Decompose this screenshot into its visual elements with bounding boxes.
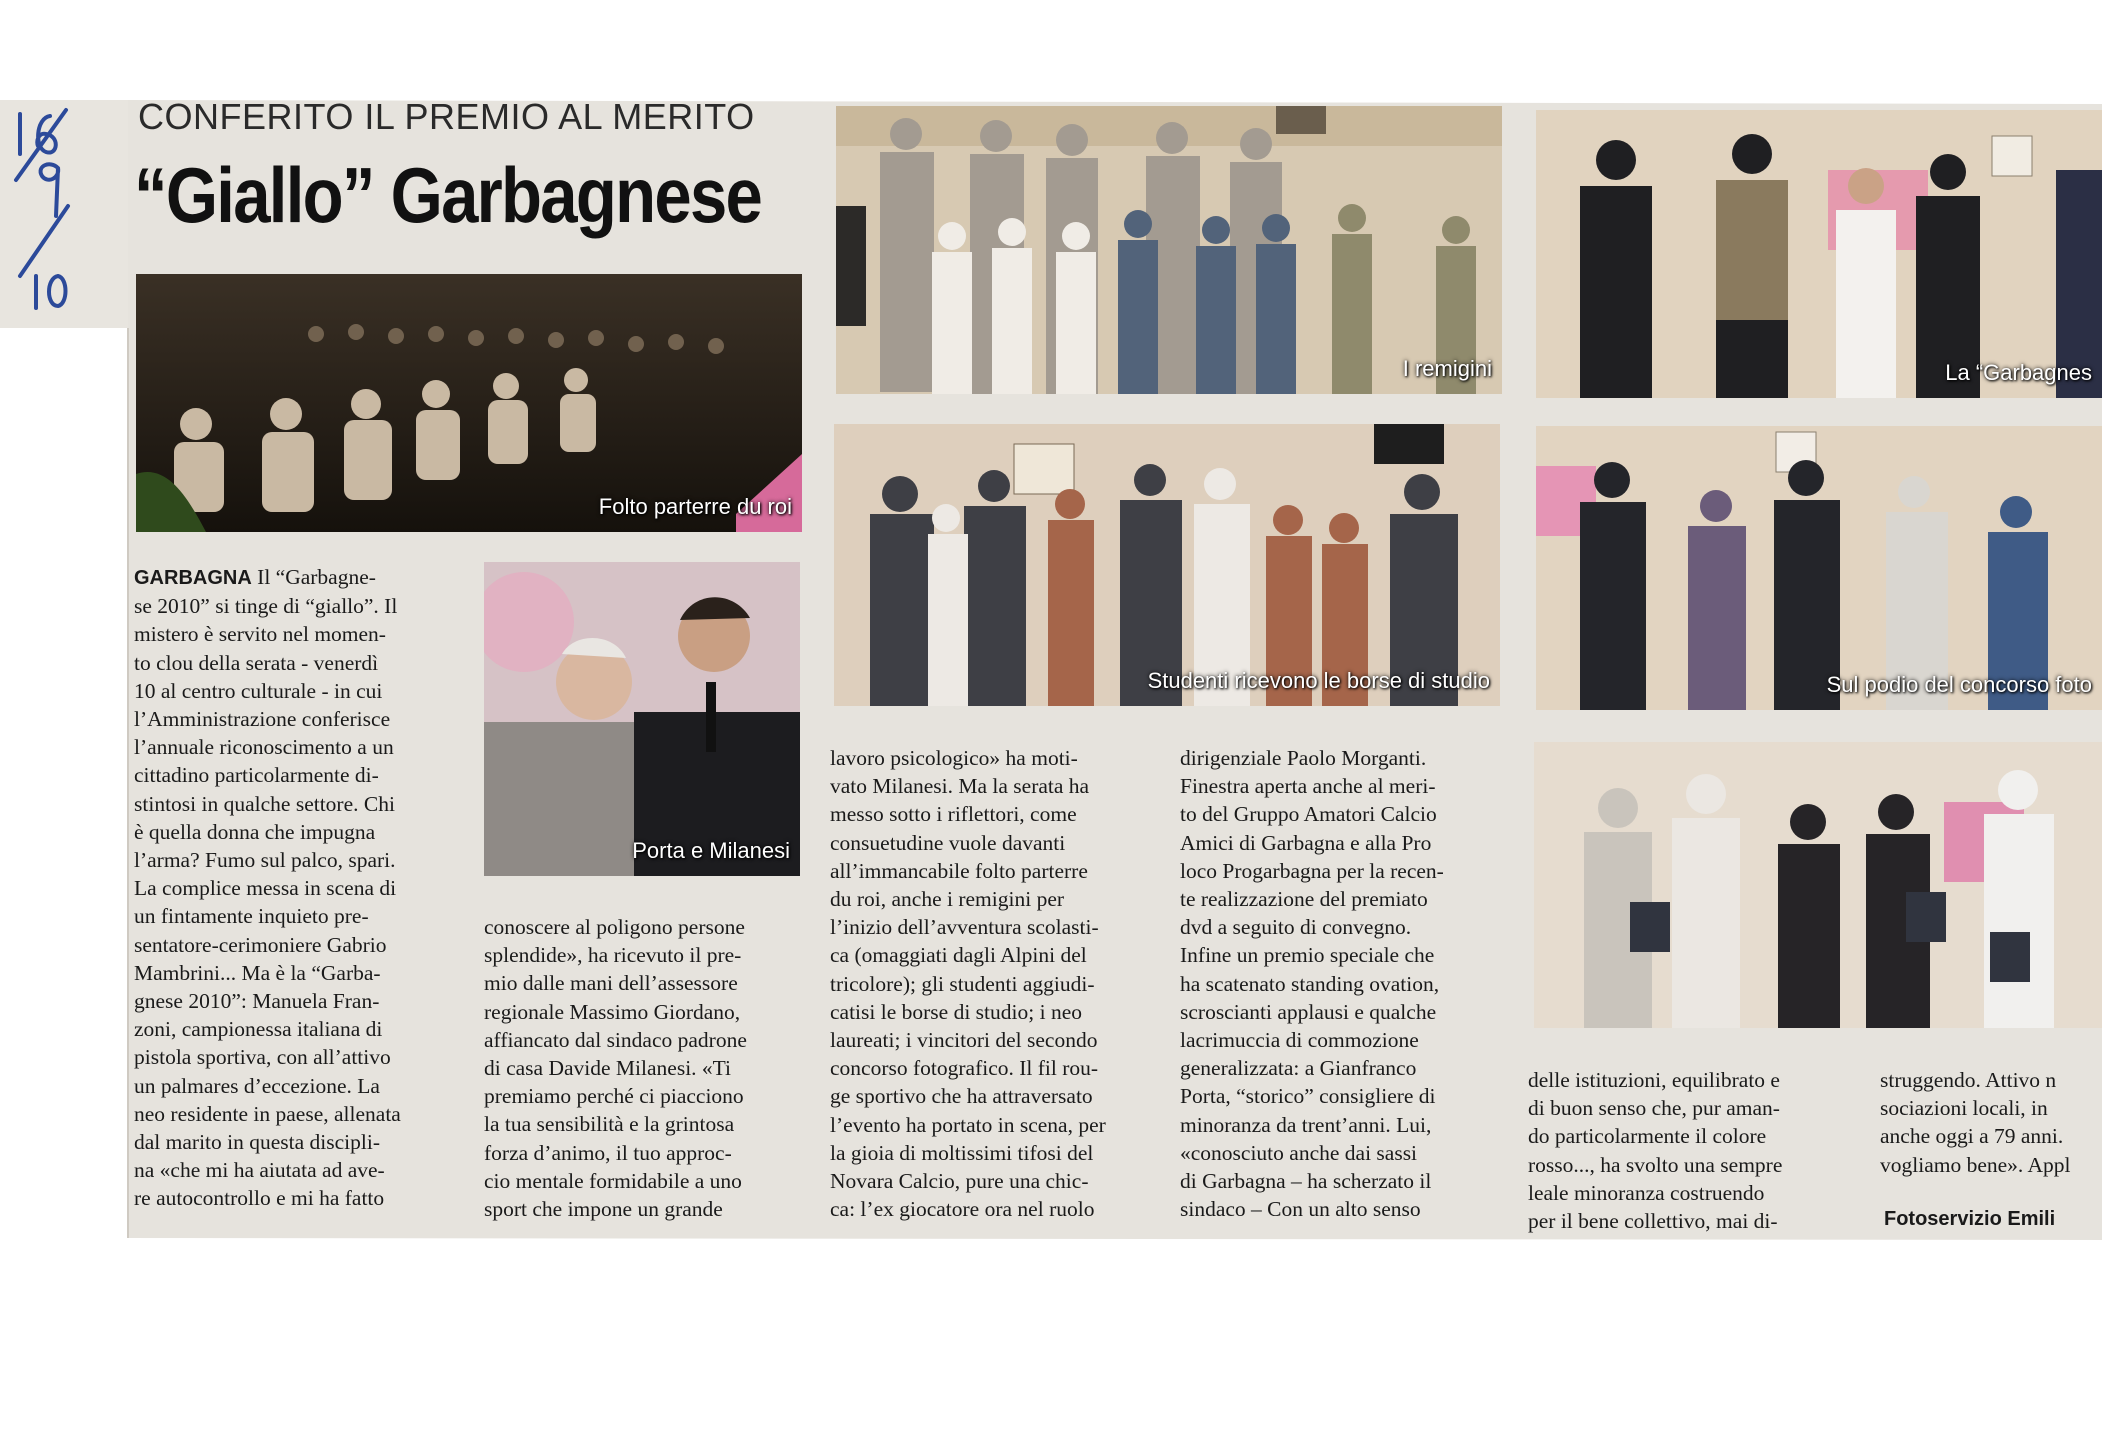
photo-studenti bbox=[834, 424, 1500, 706]
photo-caption: Studenti ricevono le borse di studio bbox=[1147, 668, 1490, 693]
podio-image bbox=[1536, 426, 2102, 710]
photo-caption: La “Garbagnes bbox=[1945, 360, 2092, 385]
column-1-text: Il “Garbagne- se 2010” si tinge di “giallo”. Il mistero è servito nel momen- to clou della serata - venerdì 10 al centro culturale - in cui l’Amministrazione conferisce l’annuale riconoscimento a un cittadino particolarmente di- stintosi in qualche settore. Chi è quella donna che impugna l’arma? Fumo sul palco, spari. La complice messa in scena di un fintamente inquieto pre- sentatore-cerimoniere Gabrio Mambrini... Ma è la “Garba- gnese 2010”: Manuela Fran- zoni, campionessa italiana di pistola sportiva, con all’attivo un palmares d’eccezione. La neo residente in paese, allenata dal marito in questa discipli- na «che mi ha aiutata ad ave- re autocontrollo e mi ha fatto bbox=[134, 565, 401, 1211]
photo-premiati bbox=[1534, 742, 2102, 1028]
photo-porta-milanesi bbox=[484, 562, 800, 876]
article-column-4: dirigenziale Paolo Morganti. Finestra aperta anche al meri- to del Gruppo Amatori Calcio Amici di Garbagna e alla Pro loco Progarbagna per la recen- te realizzazione del premiato dvd a seguito di convegno. Infine un premio speciale che ha scatenato standing ovation, scroscianti applausi e qualche lacrimuccia di commozione generalizzata: a Gianfranco Porta, “storico” consigliere di minoranza da trent’anni. Lui, «conosciuto anche dai sassi di Garbagna – ha scherzato il sindaco – Con un alto senso bbox=[1180, 746, 1444, 1222]
remigini-image bbox=[836, 106, 1502, 394]
handwritten-date bbox=[6, 96, 86, 326]
article-kicker: CONFERITO IL PREMIO AL MERITO bbox=[138, 96, 755, 137]
porta-milanesi-image bbox=[484, 562, 800, 876]
photo-caption: I remigini bbox=[1402, 356, 1492, 381]
photo-credit: Fotoservizio Emili bbox=[1884, 1208, 2056, 1230]
article-lead-word: GARBAGNA bbox=[134, 567, 252, 589]
photo-caption: Sul podio del concorso foto bbox=[1826, 672, 2092, 697]
photo-remigini bbox=[836, 106, 1502, 394]
article-column-5: delle istituzioni, equilibrato e di buon senso che, pur aman- do particolarmente il colore rosso..., ha svolto una sempre leale minoranza costruendo per il bene collettivo, mai di- bbox=[1528, 1068, 1783, 1234]
article-headline: “Giallo” Garbagnese bbox=[134, 151, 762, 239]
article-column-3: lavoro psicologico» ha moti- vato Milanesi. Ma la serata ha messo sotto i riflettori, come consuetudine vuole davanti all’immancabile folto parterre du roi, anche i remigini per l’inizio dell’avventura scolasti- ca (omaggiati dagli Alpini del tricolore); gli studenti aggiudi- catisi le borse di studio; i neo laureati; i vincitori del secondo concorso fotografico. Il fil rou- ge sportivo che ha attraversato l’evento ha portato in scena, per la gioia di moltissimi tifosi del Novara Calcio, pure una chic- ca: l’ex giocatore ora nel ruolo bbox=[830, 746, 1106, 1222]
photo-audience bbox=[136, 274, 802, 532]
photo-podio bbox=[1536, 426, 2102, 710]
studenti-image bbox=[834, 424, 1500, 706]
photo-caption: Porta e Milanesi bbox=[632, 838, 790, 863]
photo-caption: Folto parterre du roi bbox=[598, 494, 792, 519]
article-column-6: struggendo. Attivo n sociazioni locali, in anche oggi a 79 anni. vogliamo bene». Appl bbox=[1880, 1068, 2071, 1177]
article-column-2: conoscere al poligono persone splendide», ha ricevuto il pre- mio dalle mani dell’assessore regionale Massimo Giordano, affiancato dal sindaco padrone di casa Davide Milanesi. «Ti premiamo perché ci piacciono la tua sensibilità e la grintosa forza d’animo, il tuo approc- cio mentale formidabile a uno sport che impone un grande bbox=[484, 915, 747, 1222]
article-column-1 bbox=[134, 563, 452, 1213]
photo-garbagnese bbox=[1536, 110, 2102, 398]
premiati-image bbox=[1534, 742, 2102, 1028]
garbagnese-image bbox=[1536, 110, 2102, 398]
